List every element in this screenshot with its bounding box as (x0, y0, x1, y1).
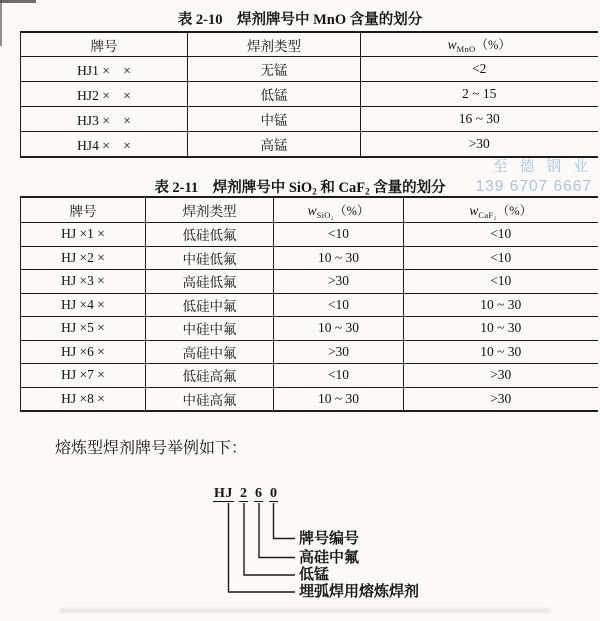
table-row (21, 387, 598, 411)
header-cell-flux-type: 焊剂类型 (146, 197, 274, 223)
sio2-caf2-content-table (20, 196, 598, 412)
table-row (21, 293, 598, 317)
w-sio2-value-cell: <10 (274, 293, 404, 317)
designation-cell: HJ ×3 × (21, 270, 146, 294)
header-cell-designation: 牌号 (21, 32, 188, 57)
w-subscript-mno: MnO (456, 43, 476, 54)
w-subscript-caf2: CaF₂ (478, 209, 497, 220)
designation-cell: HJ1 × × (21, 57, 188, 82)
title-2-part-c: 含量的划分 (369, 180, 446, 196)
scan-edge-artifact-top (0, 0, 36, 3)
table-row (21, 364, 598, 388)
w-sio2-value-cell: >30 (274, 270, 404, 294)
code-segment-digit-1: 2 (240, 486, 247, 501)
title-2-sub-2: 2 (365, 186, 370, 197)
label-designation-number: 牌号编号 (299, 531, 360, 547)
w-caf2-value-cell: 10 ~ 30 (404, 340, 598, 364)
designation-cell: HJ ×7 × (21, 364, 146, 388)
w-mno-value-cell: >30 (361, 132, 598, 158)
flux-type-cell: 低锰 (188, 82, 361, 107)
w-caf2-value-cell: 10 ~ 30 (404, 317, 598, 341)
flux-type-cell: 高锰 (188, 132, 361, 158)
w-mno-value-cell: <2 (361, 57, 598, 82)
w-caf2-value-cell: <10 (404, 246, 598, 270)
title-2-part-b: 和 CaF (316, 180, 366, 196)
flux-type-cell: 高硅低氟 (146, 270, 274, 294)
w-sio2-value-cell: 10 ~ 30 (274, 387, 404, 411)
designation-cell: HJ ×2 × (21, 246, 146, 270)
watermark-phone-number: 139 6707 6667 (475, 178, 592, 195)
header-cell-w-mno (361, 32, 598, 57)
scan-bleedthrough-smudge (60, 608, 550, 613)
flux-type-cell: 无锰 (188, 57, 361, 82)
designation-cell: HJ ×6 × (21, 340, 146, 364)
w-caf2-value-cell: <10 (404, 270, 598, 294)
flux-type-cell: 低硅高氟 (146, 364, 274, 388)
table-row (21, 132, 598, 158)
title-2-sub-1: 2 (312, 186, 317, 197)
label-low-mn: 低锰 (299, 567, 330, 583)
flux-type-cell: 高硅中氟 (146, 340, 274, 364)
code-segment-hj: HJ (214, 486, 233, 501)
flux-type-cell: 中硅中氟 (146, 317, 274, 341)
code-segment-digit-3: 0 (270, 486, 277, 501)
table-row (21, 223, 598, 247)
w-mno-value-cell: 2 ~ 15 (361, 82, 598, 107)
flux-type-cell: 中硅高氟 (146, 387, 274, 411)
table-row (21, 317, 598, 341)
w-symbol: w (447, 37, 457, 53)
w-caf2-value-cell: 10 ~ 30 (404, 293, 598, 317)
w-sio2-value-cell: >30 (274, 340, 404, 364)
designation-cell: HJ ×5 × (21, 317, 146, 341)
watermark-company-text: 至 德 钢 业 (492, 159, 592, 175)
w-sio2-value-cell: 10 ~ 30 (274, 246, 404, 270)
header-cell-w-caf2 (404, 197, 598, 223)
flux-type-cell: 低硅中氟 (146, 293, 274, 317)
w-subscript-sio2: SiO₂ (316, 209, 334, 220)
table-header-row (21, 32, 598, 57)
table-row (21, 246, 598, 270)
w-sio2-value-cell: 10 ~ 30 (274, 317, 404, 341)
code-segment-digit-2: 6 (255, 486, 262, 501)
header-cell-designation: 牌号 (21, 197, 146, 223)
label-fused-flux-saw: 埋弧焊用熔炼焊剂 (299, 584, 420, 600)
w-symbol: w (307, 202, 317, 218)
table-header-row (21, 197, 598, 223)
header-cell-w-sio2 (274, 197, 404, 223)
flux-type-cell: 中硅低氟 (146, 246, 274, 270)
table-row (21, 57, 598, 82)
label-high-si-mid-f: 高硅中氟 (299, 550, 360, 566)
designation-cell: HJ3 × × (21, 107, 188, 132)
w-caf2-value-cell: >30 (404, 364, 598, 388)
w-sio2-value-cell: <10 (274, 364, 404, 388)
designation-cell: HJ ×8 × (21, 387, 146, 411)
header-cell-flux-type: 焊剂类型 (188, 32, 361, 57)
w-caf2-value-cell: >30 (404, 387, 598, 411)
w-mno-value-cell: 16 ~ 30 (361, 107, 598, 132)
w-caf2-value-cell: <10 (404, 223, 598, 247)
designation-cell: HJ2 × × (21, 82, 188, 107)
w-unit: （%） (333, 203, 370, 218)
table-row (21, 82, 598, 107)
table-row (21, 270, 598, 294)
table-2-11-title (0, 176, 600, 197)
mno-content-table (20, 31, 598, 158)
flux-type-cell: 中锰 (188, 107, 361, 132)
w-unit: （%） (496, 203, 533, 218)
designation-cell: HJ ×4 × (21, 293, 146, 317)
table-2-10-title: 表 2-10 焊剂牌号中 MnO 含量的划分 (177, 12, 423, 28)
table-row (21, 107, 598, 132)
flux-type-cell: 低硅低氟 (146, 223, 274, 247)
designation-cell: HJ ×1 × (21, 223, 146, 247)
table-row (21, 340, 598, 364)
example-intro-text: 熔炼型焊剂牌号举例如下： (55, 440, 248, 457)
w-unit: （%） (475, 38, 511, 53)
w-symbol: w (469, 202, 479, 218)
designation-cell: HJ4 × × (21, 132, 188, 158)
title-2-part-a: 表 2-11 焊剂牌号中 SiO (154, 180, 313, 196)
w-sio2-value-cell: <10 (274, 223, 404, 247)
